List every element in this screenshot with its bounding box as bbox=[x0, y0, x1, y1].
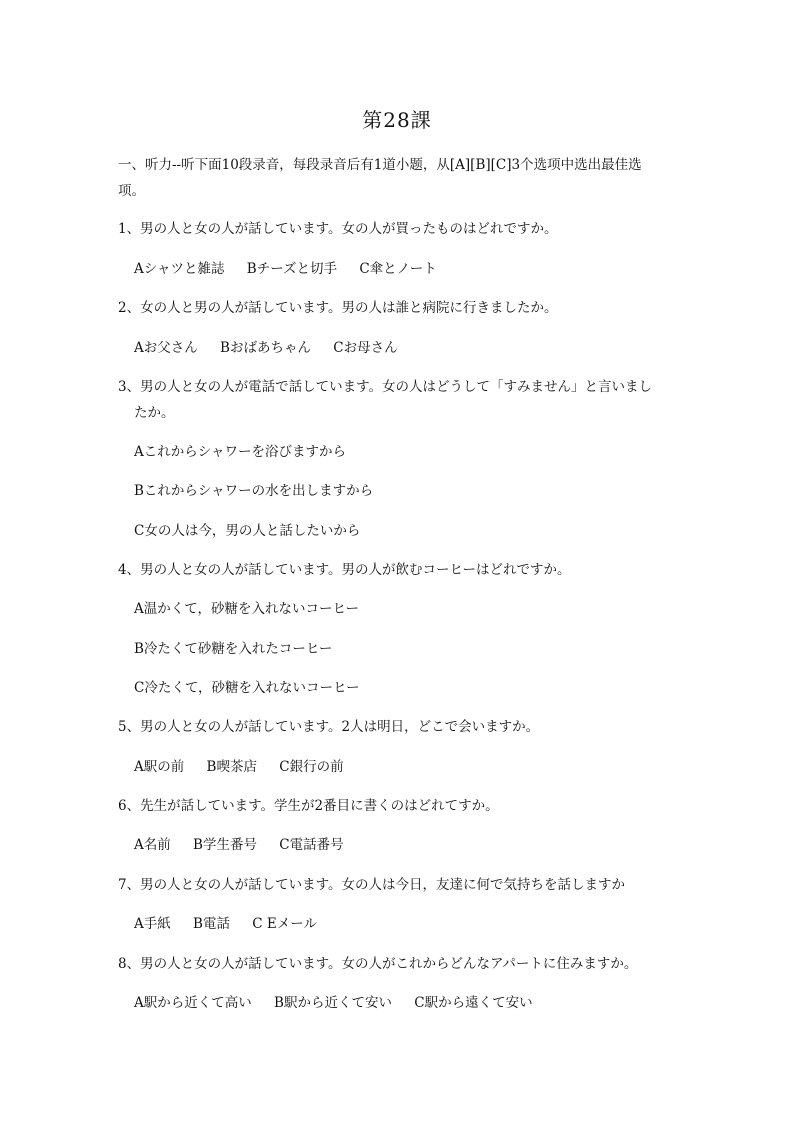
option-a: A手紙 bbox=[134, 916, 171, 932]
question-7-options bbox=[134, 915, 335, 933]
question-4-option-a: A温かくて，砂糖を入れないコーヒー bbox=[134, 601, 359, 617]
option-a: Aシャツと雑誌 bbox=[134, 261, 225, 277]
question-4: 4、男の人と女の人が話しています。男の人が飲むコーヒーはどれですか。 bbox=[118, 562, 571, 578]
option-c: C傘とノート bbox=[359, 261, 437, 277]
question-3: 3、男の人と女の人が電話で話しています。女の人はどうして「すみません」と言いまし bbox=[118, 379, 653, 395]
option-a: Aお父さん bbox=[134, 340, 198, 356]
section-instruction-cont: 项。 bbox=[118, 183, 145, 199]
section-instruction: 一、听力--听下面10段录音，每段录音后有1道小题，从[A][B][C]3个选项中选出最佳选 bbox=[118, 157, 642, 173]
question-6: 6、先生が話しています。学生が2番目に書くのはどれてすか。 bbox=[118, 798, 499, 814]
question-1: 1、男の人と女の人が話しています。女の人が買ったものはどれですか。 bbox=[118, 221, 558, 237]
page-title: 第28課 bbox=[362, 108, 432, 132]
question-2-options bbox=[134, 339, 416, 357]
question-3-option-c: C女の人は今，男の人と話したいから bbox=[134, 523, 361, 539]
question-2: 2、女の人と男の人が話しています。男の人は誰と病院に行きましたか。 bbox=[118, 300, 558, 316]
option-c: C電話番号 bbox=[279, 837, 344, 853]
question-5-options bbox=[134, 758, 362, 776]
question-1-options bbox=[134, 260, 455, 278]
question-4-option-b: B冷たくて砂糖を入れたコーヒー bbox=[134, 641, 333, 657]
question-6-options bbox=[134, 836, 362, 854]
option-b: Bチーズと切手 bbox=[246, 261, 338, 277]
question-3-cont: たか。 bbox=[134, 405, 175, 421]
option-c: C銀行の前 bbox=[279, 759, 344, 775]
option-b: B喫茶店 bbox=[206, 759, 257, 775]
question-7: 7、男の人と女の人が話しています。女の人は今日，友達に何で気持ちを話しますか bbox=[118, 877, 626, 893]
option-b: B駅から近くて安い bbox=[274, 995, 392, 1011]
option-b: Bおばあちゃん bbox=[220, 340, 311, 356]
question-8: 8、男の人と女の人が話しています。女の人がこれからどんなアパートに住みますか。 bbox=[118, 956, 638, 972]
question-5: 5、男の人と女の人が話しています。2人は明日，どこで会いますか。 bbox=[118, 719, 540, 735]
question-3-option-b: Bこれからシャワーの水を出しますから bbox=[134, 483, 374, 499]
option-a: A駅から近くて高い bbox=[134, 995, 252, 1011]
question-8-options bbox=[134, 994, 551, 1012]
option-b: B電話 bbox=[193, 916, 230, 932]
option-a: A駅の前 bbox=[134, 759, 185, 775]
option-a: A名前 bbox=[134, 837, 171, 853]
option-c: C駅から遠くて安い bbox=[414, 995, 533, 1011]
question-4-option-c: C冷たくて，砂糖を入れないコーヒー bbox=[134, 680, 360, 696]
option-c: C Eメール bbox=[252, 916, 317, 932]
question-3-option-a: Aこれからシャワーを浴びますから bbox=[134, 444, 346, 460]
option-b: B学生番号 bbox=[193, 837, 257, 853]
option-c: Cお母さん bbox=[333, 340, 398, 356]
